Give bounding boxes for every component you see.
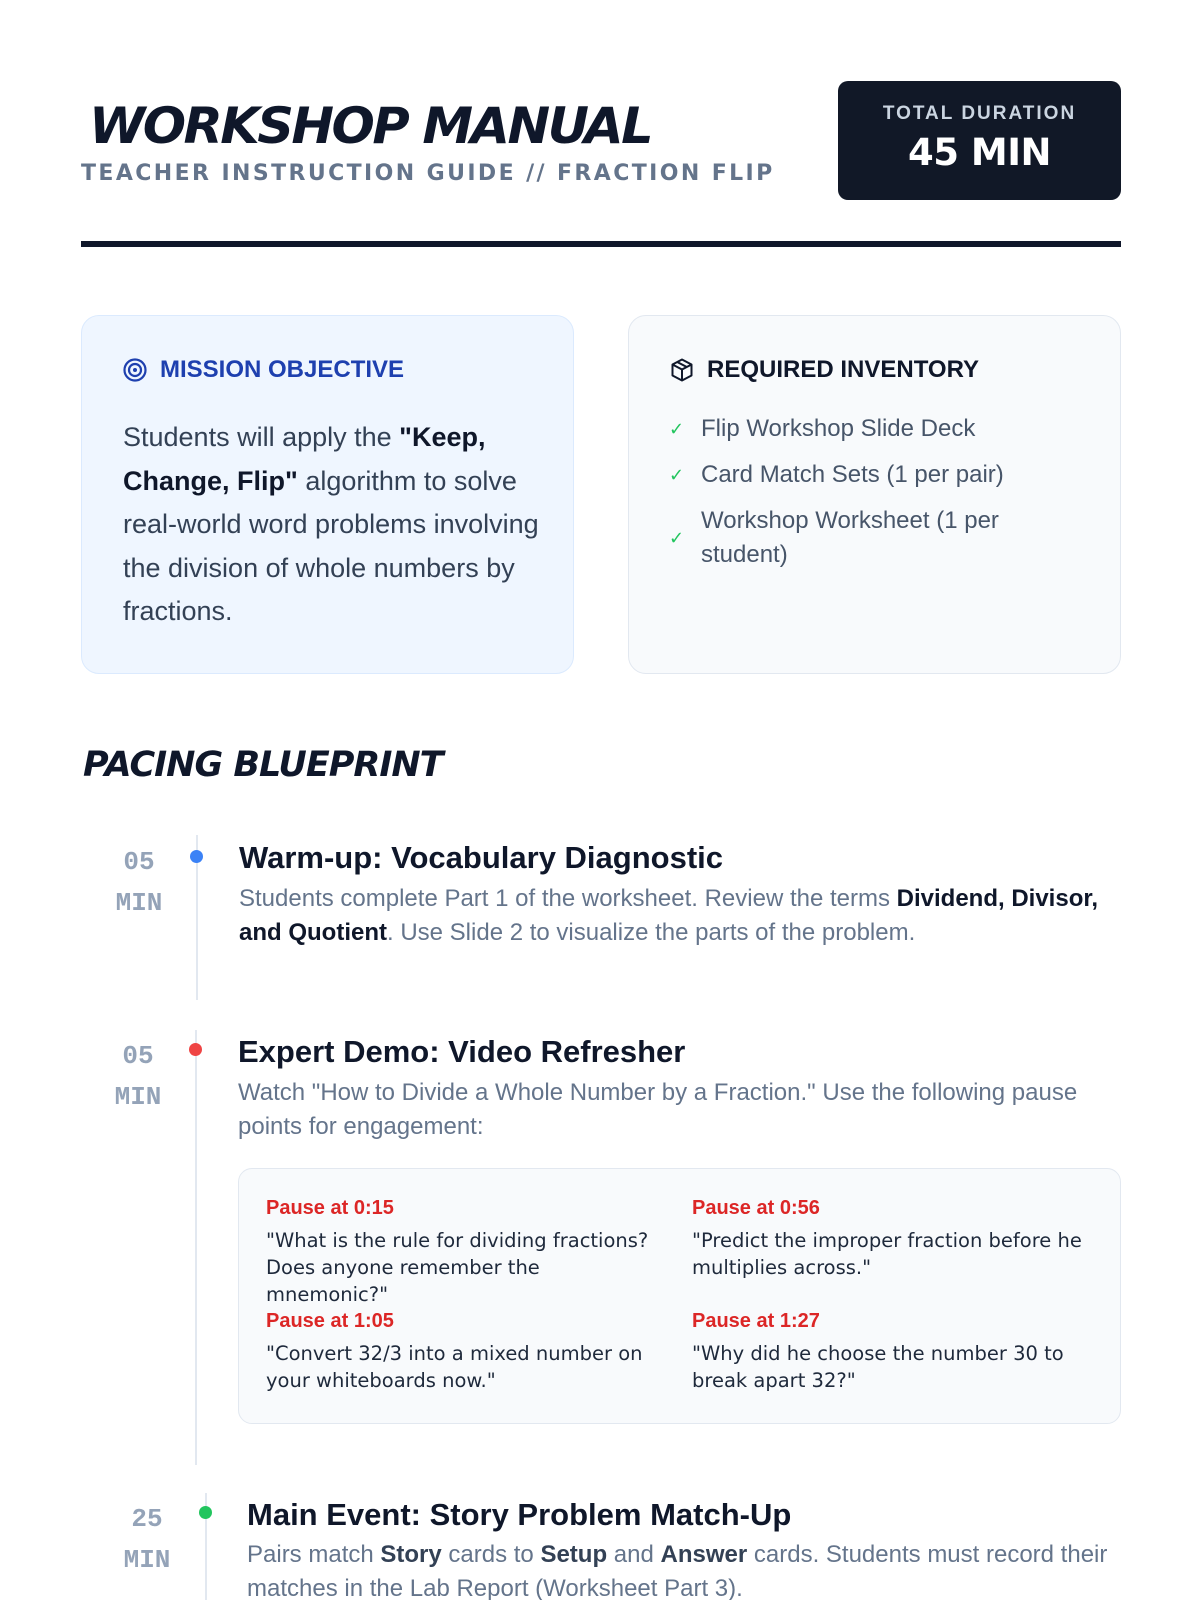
step-dot: [199, 1506, 212, 1519]
step-title: Warm-up: Vocabulary Diagnostic: [239, 840, 724, 875]
duration-value: 45 MIN: [908, 131, 1051, 174]
pause-point: Pause at 1:27 "Why did he choose the number 30 to break apart 32?": [692, 1310, 1064, 1392]
check-icon: ✓: [669, 528, 685, 548]
header-divider: [81, 241, 1121, 247]
inventory-list: [669, 412, 1069, 584]
inventory-header: [669, 356, 979, 384]
step-description: Students complete Part 1 of the worksheet. Review the terms Dividend, Divisor, and Quotient. Use Slide 2 to visualize the parts of the problem.: [239, 885, 1099, 946]
header: [81, 81, 1121, 201]
timeline-line: [195, 1030, 197, 1465]
step-dot: [189, 1043, 202, 1056]
mission-text: Students will apply the "Keep, Change, Flip" algorithm to solve real-world word problems involving the division of whole numbers by fractions.: [123, 422, 539, 626]
list-item: ✓ Workshop Worksheet (1 per student): [669, 507, 999, 568]
pause-point: Pause at 0:15 "What is the rule for dividing fractions? Does anyone remember the mnemonic?": [266, 1197, 649, 1306]
pause-point: Pause at 0:56 "Predict the improper fraction before he multiplies across.": [692, 1197, 1082, 1279]
mission-keyword: "Keep, Change, Flip": [123, 422, 486, 496]
total-duration-badge: [838, 81, 1121, 200]
step-title: Main Event: Story Problem Match-Up: [247, 1497, 792, 1532]
page-title: WORKSHOP MANUAL: [89, 97, 652, 155]
box-icon: [669, 357, 695, 383]
step-duration: 25 MIN: [123, 1504, 171, 1575]
step-duration: 05 MIN: [114, 1041, 162, 1112]
step-duration: 05 MIN: [115, 847, 163, 918]
list-item: ✓ Flip Workshop Slide Deck: [669, 412, 1069, 446]
step-description: Watch "How to Divide a Whole Number by a Fraction." Use the following pause points for engagement:: [238, 1079, 1078, 1140]
step-dot: [190, 850, 203, 863]
check-icon: ✓: [669, 419, 685, 439]
page-subtitle: TEACHER INSTRUCTION GUIDE // FRACTION FLIP: [81, 161, 775, 186]
list-item: ✓ Card Match Sets (1 per pair): [669, 458, 1069, 492]
mission-heading: MISSION OBJECTIVE: [160, 356, 405, 383]
inventory-heading: REQUIRED INVENTORY: [707, 356, 980, 383]
duration-label: TOTAL DURATION: [882, 103, 1077, 124]
step-title: Expert Demo: Video Refresher: [238, 1034, 686, 1069]
step-description: Pairs match Story cards to Setup and Answer cards. Students must record their matches in the Lab Report (Worksheet Part 3).: [247, 1541, 1108, 1600]
pacing-title: PACING BLUEPRINT: [83, 745, 443, 785]
check-icon: ✓: [669, 465, 685, 485]
target-icon: [122, 357, 148, 383]
pause-points-panel: [238, 1168, 1121, 1424]
mission-objective-card: [81, 315, 574, 674]
required-inventory-card: [628, 315, 1121, 674]
mission-header: [122, 356, 404, 384]
pause-point: Pause at 1:05 "Convert 32/3 into a mixed number on your whiteboards now.": [266, 1310, 643, 1392]
